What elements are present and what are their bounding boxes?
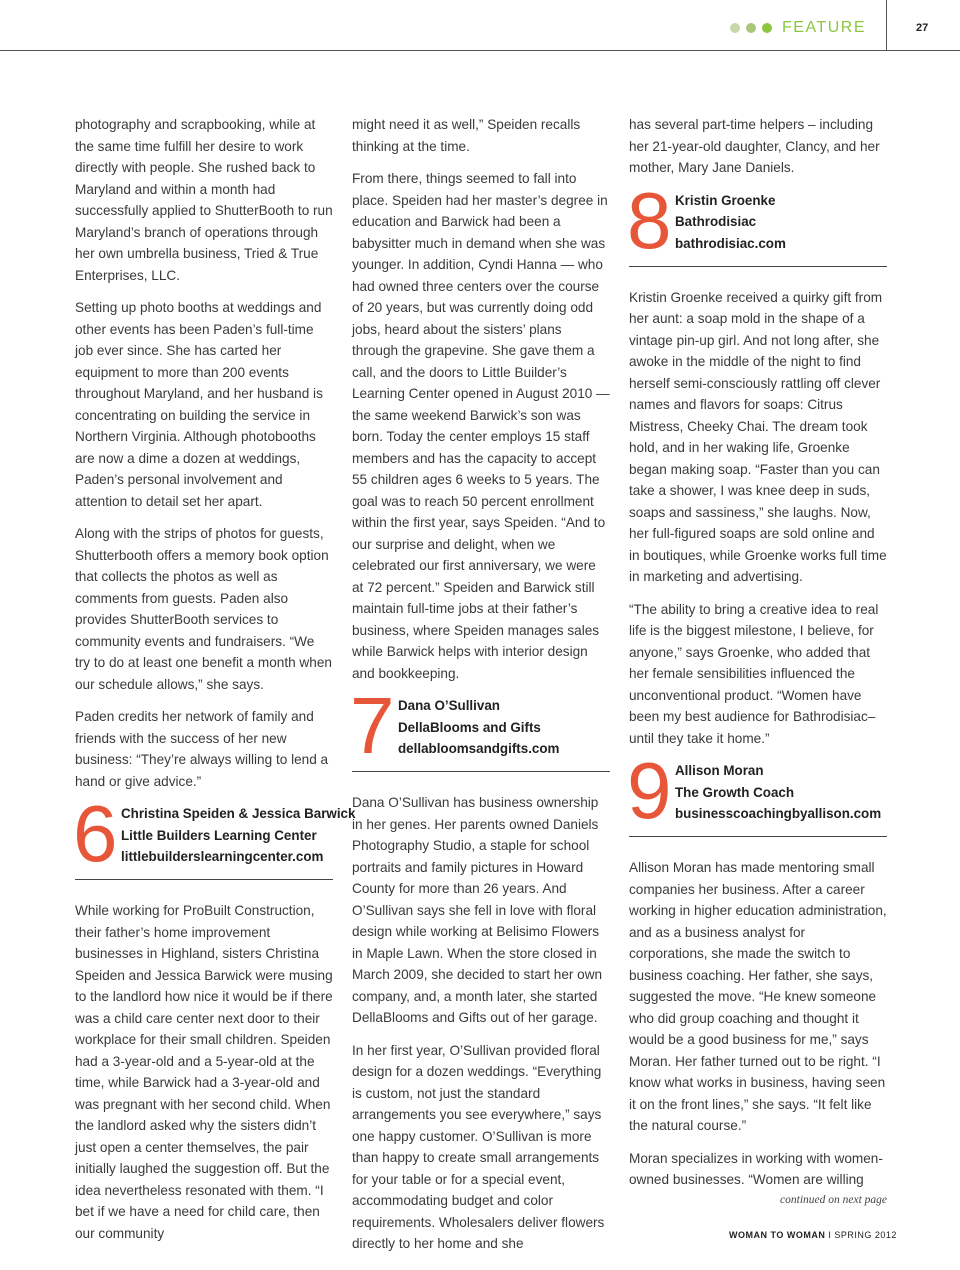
paragraph: Setting up photo booths at weddings and other events has been Paden’s full-time job ever since. She has carted her equipment to more than 200 events throughout Maryland, and her husband is concentrating on building the service in Northern Virginia. Although photobooths are now a dime a dozen at weddings, Paden’s personal involvement and attention to detail set her apart.: [75, 300, 323, 509]
continued-note: continued on next page: [780, 1193, 887, 1206]
entry-website: dellabloomsandgifts.com: [398, 741, 560, 756]
entry-6-heading: [73, 789, 356, 880]
entry-info: [398, 695, 559, 760]
section-label: FEATURE: [782, 19, 866, 36]
header-divider: [886, 0, 887, 50]
paragraph: Kristin Groenke received a quirky gift from her aunt: a soap mold in the shape of a vintage pin-up girl. And not long after, she awoke in the middle of the night to find herself semi-consciously rattling off clever names and flavors for soaps: Citrus Mistress, Cheeky Chai. The dream took hold, and in her waking life, Groenke began making soap. “Faster than you can take a shower, I was knee deep in suds, soaps and sassiness,” she laughs. Now, her full-figured soaps are sold online and in boutiques, while Groenke works full time in marketing and advertising.: [629, 289, 887, 584]
entry-names: Dana O’Sullivan: [398, 698, 500, 713]
magazine-name: WOMAN TO WOMAN: [729, 1230, 826, 1240]
entry-number: 8: [627, 175, 672, 265]
entry-business: Bathrodisiac: [675, 214, 757, 229]
entry-7-heading: [350, 681, 610, 772]
header-dot-2: [746, 23, 756, 33]
footer-separator: I: [828, 1230, 832, 1240]
entry-info: [121, 803, 355, 868]
page-header: [0, 0, 960, 52]
entry-names: Christina Speiden & Jessica Barwick: [121, 806, 356, 821]
header-rule: [0, 50, 960, 51]
column-3: [629, 114, 887, 1206]
entry-website: bathrodisiac.com: [675, 235, 786, 251]
paragraph: might need it as well,” Speiden recalls thinking at the time.: [352, 117, 581, 154]
entry-9-heading: [627, 746, 887, 837]
entry-website: littlebuilderslearningcenter.com: [121, 849, 324, 864]
paragraph: Along with the strips of photos for guests, Shutterbooth offers a memory book option that collects the photos as well as comments from guests. Paden also provides ShutterBooth services to community events and fundraisers. “We try to do at least one benefit a month when our schedule allows,” she says.: [75, 526, 332, 692]
paragraph: While working for ProBuilt Construction, their father’s home improvement businesses in Highland, sisters Christina Speiden and Jessica Barwick were musing to the landlord how nice it would be if there was a child care center next door to their workplace for their small children. Speiden had a 3-year-old and a 5-year-old at the time, while Barwick had a 3-year-old and was pregnant with her second child. When the landlord asked why the sisters didn’t just open a center themselves, the pair initially laughed the suggestion off. But the idea nevertheless resonated with them. “I bet if we have a need for child care, then our community: [75, 903, 333, 1241]
paragraph: Paden credits her network of family and friends with the success of her new business: “They’re always willing to lend a hand or give advice.”: [75, 709, 329, 789]
entry-names: Kristin Groenke: [675, 192, 776, 208]
paragraph: Moran specializes in working with women-owned businesses. “Women are willing: [629, 1150, 883, 1187]
entry-number: 6: [73, 789, 118, 878]
entry-website: businesscoachingbyallison.com: [675, 806, 882, 821]
paragraph: From there, things seemed to fall into place. Speiden had her master’s degree in education and Barwick had been a babysitter much in demand when she was younger. In addition, Cyndi Hanna — who had owned three centers over the course of 20 years, but was currently doing odd jobs, heard about the sisters’ plans through the grapevine. She gave them a call, and the doors to Little Builder’s Learning Center opened in August 2010 —the same weekend Barwick’s son was born. Today the center employs 15 staff members and has the capacity to accept 55 children ages 6 weeks to 5 years. The goal was to reach 50 percent enrollment within the first year, says Speiden. “And to our surprise and delight, when we celebrated our first anniversary, we were at 72 percent.” Speiden and Barwick still maintain full-time jobs at their father’s business, where Speiden manages sales while Barwick helps with interior design and bookkeeping.: [352, 171, 610, 681]
paragraph: Allison Moran has made mentoring small companies her business. After a career working in higher education administration, and as a business analyst for corporations, she made the switch to business coaching. Her father, she says, suggested the move. “He knew someone who did group coaching and thought it would be a good business for me,” says Moran. Her father turned out to be right. “I know what works in business, having seen it on the front lines,” she says. “It felt like the natural course.”: [629, 860, 887, 1133]
paragraph: Dana O’Sullivan has business ownership in her genes. Her parents owned Daniels Photography Studio, a staple for school portraits and family pictures in Howard County for more than 26 years. And O’Sullivan says she fell in love with floral design while working at Belisimo Flowers in Maple Lawn. When the store closed in March 2009, she decided to start her own company, and, a month later, she started DellaBlooms and Gifts out of her garage.: [352, 795, 603, 1025]
entry-info: [675, 760, 881, 825]
entry-business: Little Builders Learning Center: [121, 827, 317, 843]
entry-8-heading: [627, 175, 887, 267]
entry-number: 9: [627, 746, 672, 835]
header-dot-1: [730, 23, 740, 33]
paragraph: has several part-time helpers – including her 21-year-old daughter, Clancy, and her mother, Mary Jane Daniels.: [629, 117, 880, 175]
column-2: [352, 114, 610, 1266]
entry-business: The Growth Coach: [675, 784, 795, 800]
column-1: [73, 114, 356, 1255]
header-dot-3: [762, 23, 772, 33]
header-dots: [730, 23, 772, 33]
entry-number: 7: [350, 681, 395, 770]
page-number: 27: [916, 22, 929, 34]
issue-date: SPRING 2012: [834, 1230, 897, 1240]
page-footer: [729, 1230, 897, 1240]
paragraph: “The ability to bring a creative idea to real life is the biggest milestone, I believe, for anyone,” says Groenke, who added that her female sensibilities influenced the unconventional product. “Women have been my best audience for Bathrodisiac–until they take it home.”: [629, 601, 879, 746]
entry-info: [675, 190, 786, 255]
entry-names: Allison Moran: [675, 763, 764, 778]
paragraph: In her first year, O’Sullivan provided floral design for a dozen weddings. “Everything is custom, not just the standard arrangements you see everywhere,” says one happy customer. O’Sullivan is more than happy to create small arrangements for your table or for a special event, accommodating budget and color requirements. Wholesalers deliver flowers directly to her home and she: [352, 1042, 605, 1251]
entry-business: DellaBlooms and Gifts: [398, 719, 541, 735]
paragraph: photography and scrapbooking, while at the same time fulfill her desire to work directly with people. She rushed back to Maryland and within a month had successfully applied to ShutterBooth to run Maryland’s branch of operations through her own umbrella business, Tried & True Enterprises, LLC.: [75, 117, 333, 283]
